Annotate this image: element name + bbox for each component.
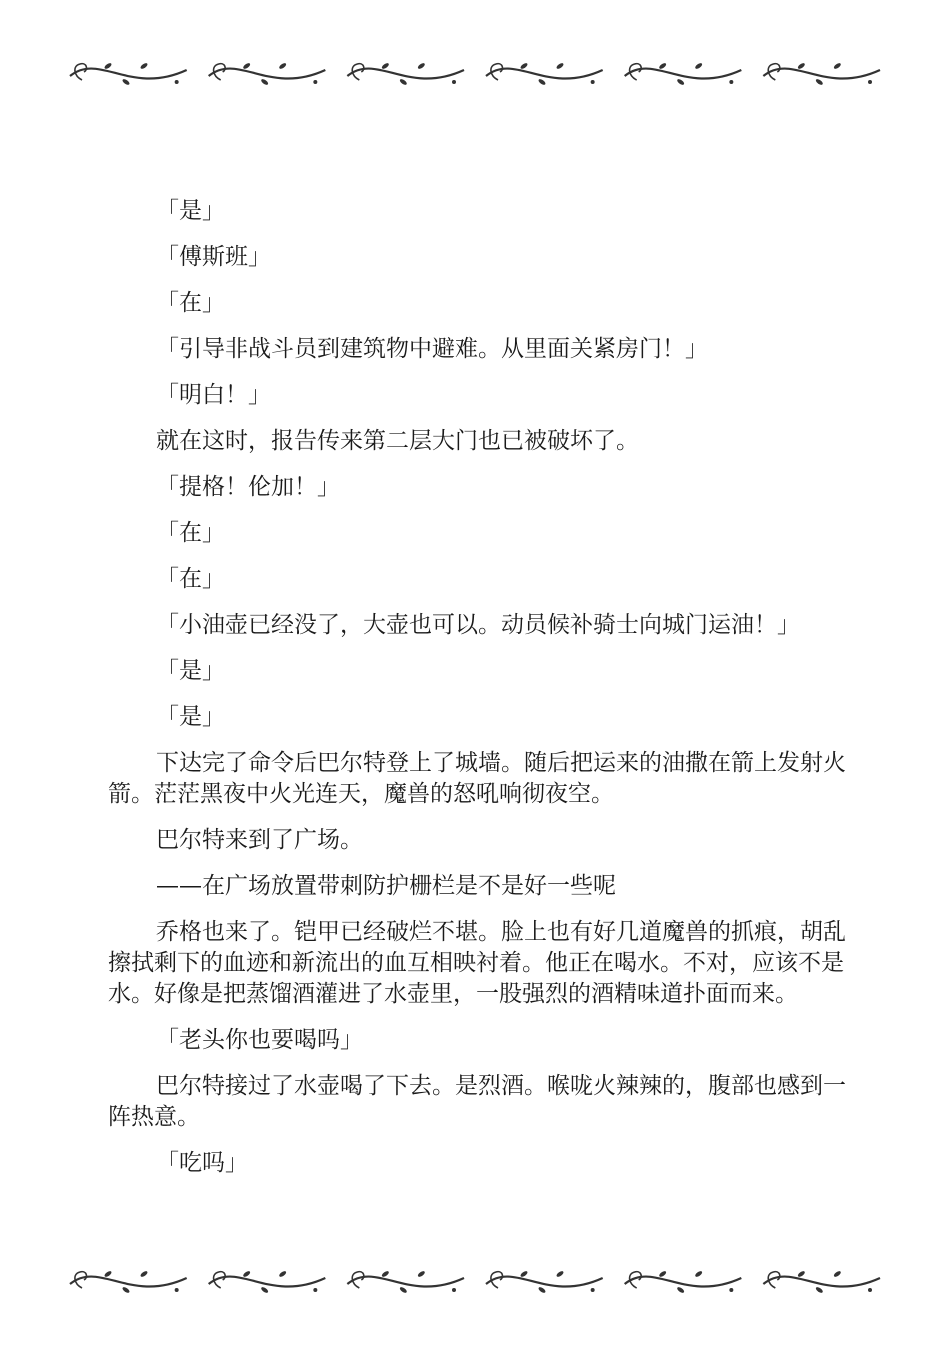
vine-leaf xyxy=(417,1270,426,1278)
paragraph: 「提格！伦加！」 xyxy=(156,474,340,500)
paragraph: 下达完了命令后巴尔特登上了城墙。随后把运来的油撒在箭上发射火箭。茫茫黑夜中火光连天，魔兽的怒吼响彻夜空。 xyxy=(108,750,846,807)
vine-stroke xyxy=(70,1277,187,1287)
vine-leaf xyxy=(104,62,113,70)
vine-leaf xyxy=(658,1270,667,1278)
vine-leaf xyxy=(694,1270,703,1278)
vine-leaf xyxy=(417,62,426,70)
paragraph: 「明白！」 xyxy=(156,382,271,408)
vine-leaf xyxy=(278,1270,287,1278)
vine-stroke xyxy=(763,69,880,79)
vine-leaf xyxy=(140,62,149,70)
paragraph: 「傅斯班」 xyxy=(156,244,271,270)
vine-stroke xyxy=(625,1277,742,1287)
vine-stroke xyxy=(486,1277,603,1287)
page-text xyxy=(108,196,848,1194)
paragraph: 「是」 xyxy=(156,704,225,730)
bottom-floral-border-icon xyxy=(60,1252,892,1312)
vine-dot xyxy=(729,1288,733,1292)
vine-leaf xyxy=(815,78,824,86)
vine-leaf xyxy=(815,1286,824,1294)
vine-leaf xyxy=(381,1270,390,1278)
vine-dot xyxy=(452,1288,456,1292)
vine-dot xyxy=(868,1288,872,1292)
vine-leaf xyxy=(278,62,287,70)
paragraph: 就在这时，报告传来第二层大门也已被破坏了。 xyxy=(156,428,639,454)
vine-leaf xyxy=(242,1270,251,1278)
vine-leaf xyxy=(242,62,251,70)
vine-dot xyxy=(313,80,317,84)
vine-leaf xyxy=(797,1270,806,1278)
vine-stroke xyxy=(209,69,326,79)
paragraph: 「老头你也要喝吗」 xyxy=(156,1027,363,1053)
vine-leaf xyxy=(104,1270,113,1278)
paragraph: ——在广场放置带刺防护栅栏是不是好一些呢 xyxy=(156,873,616,899)
vine-stroke xyxy=(486,69,603,79)
vine-leaf xyxy=(538,78,547,86)
vine-leaf xyxy=(833,62,842,70)
vine-leaf xyxy=(520,62,529,70)
top-floral-border-icon xyxy=(60,44,892,104)
vine-leaf xyxy=(833,1270,842,1278)
vine-dot xyxy=(591,1288,595,1292)
vine-stroke xyxy=(70,69,187,79)
vine-leaf xyxy=(140,1270,149,1278)
vine-leaf xyxy=(260,78,269,86)
paragraph: 「在」 xyxy=(156,290,225,316)
vine-leaf xyxy=(399,78,408,86)
vine-stroke xyxy=(209,1277,326,1287)
vine-leaf xyxy=(556,62,565,70)
vine-leaf xyxy=(694,62,703,70)
paragraph: 「是」 xyxy=(156,198,225,224)
paragraph: 「是」 xyxy=(156,658,225,684)
paragraph: 巴尔特来到了广场。 xyxy=(156,827,363,853)
vine-stroke xyxy=(763,1277,880,1287)
paragraph: 「在」 xyxy=(156,520,225,546)
vine-leaf xyxy=(538,1286,547,1294)
vine-stroke xyxy=(347,69,464,79)
vine-leaf xyxy=(122,78,131,86)
vine-dot xyxy=(452,80,456,84)
vine-leaf xyxy=(556,1270,565,1278)
vine-leaf xyxy=(658,62,667,70)
vine-leaf xyxy=(122,1286,131,1294)
vine-dot xyxy=(729,80,733,84)
vine-leaf xyxy=(399,1286,408,1294)
vine-dot xyxy=(591,80,595,84)
vine-leaf xyxy=(676,1286,685,1294)
vine-leaf xyxy=(381,62,390,70)
vine-leaf xyxy=(520,1270,529,1278)
vine-leaf xyxy=(797,62,806,70)
paragraph: 「在」 xyxy=(156,566,225,592)
vine-dot xyxy=(175,80,179,84)
vine-dot xyxy=(868,80,872,84)
paragraph: 乔格也来了。铠甲已经破烂不堪。脸上也有好几道魔兽的抓痕，胡乱擦拭剩下的血迹和新流出的血互相映衬着。他正在喝水。不对，应该不是水。好像是把蒸馏酒灌进了水壶里，一股强烈的酒精味道扑面而来。 xyxy=(108,919,846,1007)
paragraph: 巴尔特接过了水壶喝了下去。是烈酒。喉咙火辣辣的，腹部也感到一阵热意。 xyxy=(108,1073,846,1130)
vine-stroke xyxy=(347,1277,464,1287)
vine-leaf xyxy=(676,78,685,86)
paragraph: 「小油壶已经没了，大壶也可以。动员候补骑士向城门运油！」 xyxy=(156,612,800,638)
vine-stroke xyxy=(625,69,742,79)
paragraph: 「引导非战斗员到建筑物中避难。从里面关紧房门！」 xyxy=(156,336,708,362)
vine-dot xyxy=(313,1288,317,1292)
vine-dot xyxy=(175,1288,179,1292)
vine-leaf xyxy=(260,1286,269,1294)
paragraph: 「吃吗」 xyxy=(156,1150,248,1176)
